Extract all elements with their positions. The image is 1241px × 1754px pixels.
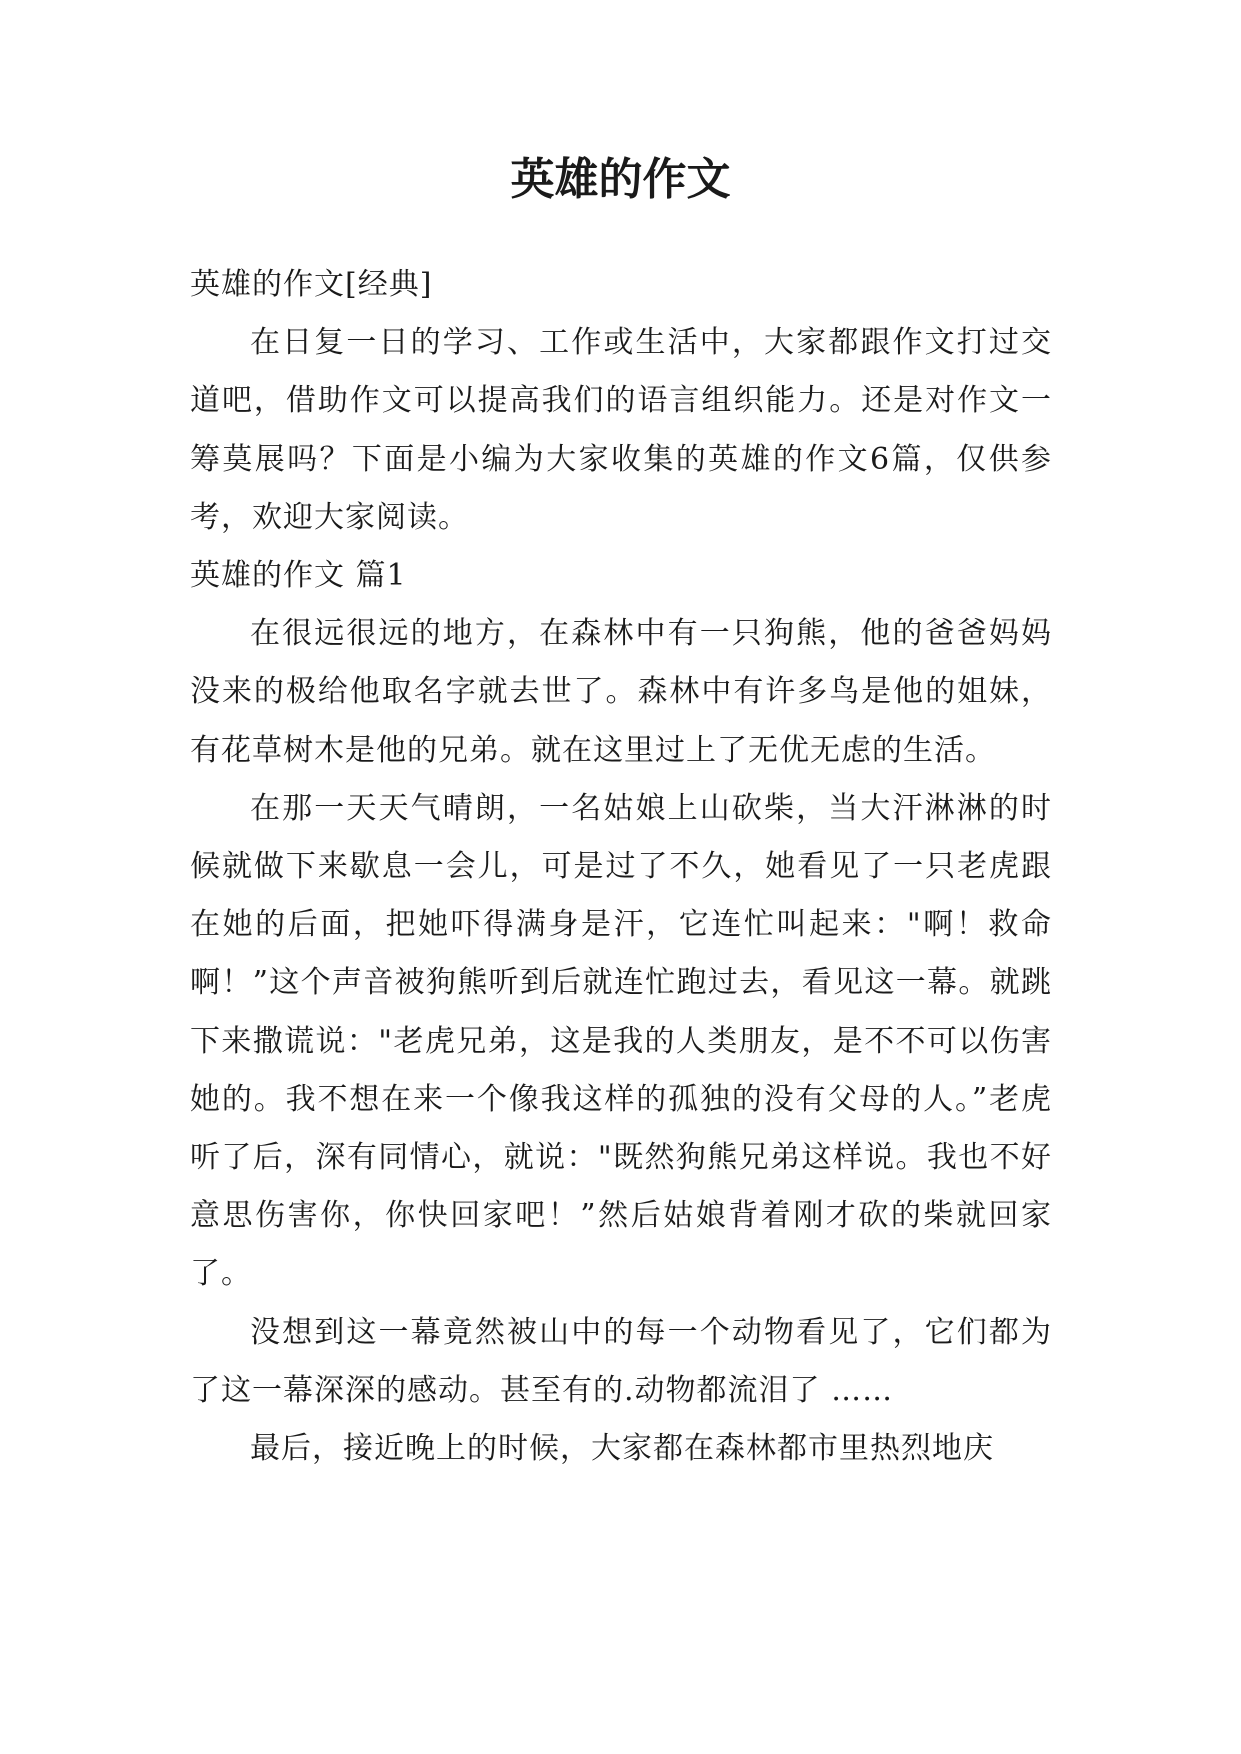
story-paragraph: 在很远很远的地方，在森林中有一只狗熊，他的爸爸妈妈没来的极给他取名字就去世了。森林中有许多鸟是他的姐妹，有花草树木是他的兄弟。就在这里过上了无优无虑的生活。: [190, 616, 1052, 768]
intro-paragraph: 在日复一日的学习、工作或生活中，大家都跟作文打过交道吧，借助作文可以提高我们的语言组织能力。还是对作文一筹莫展吗？下面是小编为大家收集的英雄的作文6篇，仅供参考，欢迎大家阅读。: [190, 325, 1052, 535]
document-body: [190, 256, 1052, 1478]
section-heading: 英雄的作文 篇1: [190, 558, 407, 594]
story-paragraph: 没想到这一幕竟然被山中的每一个动物看见了，它们都为了这一幕深深的感动。甚至有的.动物都流泪了 ……: [190, 1314, 1052, 1408]
story-paragraph: 最后，接近晚上的时候，大家都在森林都市里热烈地庆: [250, 1431, 994, 1467]
document-heading: 英雄的作文[经典]: [190, 267, 433, 302]
story-paragraph: 在那一天天气晴朗，一名姑娘上山砍柴，当大汗淋淋的时候就做下来歇息一会儿，可是过了不久，她看见了一只老虎跟在她的后面，把她吓得满身是汗，它连忙叫起来："啊！救命啊！”这个声音被狗熊听到后就连忙跑过去，看见这一幕。就跳下来撒谎说："老虎兄弟，这是我的人类朋友，是不不可以伤害她的。我不想在来一个像我这样的孤独的没有父母的人。”老虎听了后，深有同情心，就说："既然狗熊兄弟这样说。我也不好意思伤害你，你快回家吧！”然后姑娘背着刚才砍的柴就回家了。: [190, 790, 1052, 1292]
document-title: 英雄的作文: [510, 154, 731, 205]
